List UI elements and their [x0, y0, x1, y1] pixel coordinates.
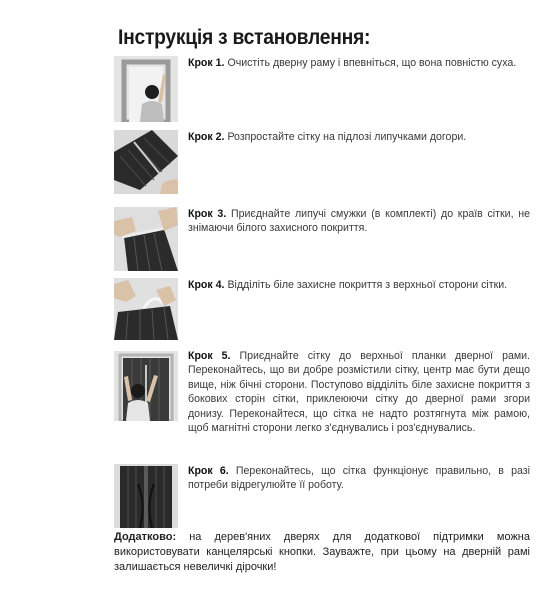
step-4-text	[188, 278, 530, 292]
page-title: Інструкція з встановлення:	[118, 26, 371, 49]
step-2-label: Крок 2.	[188, 131, 225, 143]
step-3-illustration	[114, 207, 178, 271]
step-6-text	[188, 464, 530, 493]
step-5-illustration	[114, 351, 178, 421]
step-6-description: Переконайтесь, що сітка функціонує правильно, в разі потреби відрегулюйте її роботу.	[188, 465, 530, 492]
step-2-description: Розпростайте сітку на підлозі липучками догори.	[227, 131, 467, 143]
step-3-description: Приєднайте липучі смужки (в комплекті) до країв сітки, не знімаючи білого захисного покриття.	[188, 208, 530, 235]
step-1-illustration	[114, 56, 178, 122]
step-6-label: Крок 6.	[188, 465, 229, 477]
step-1-label: Крок 1.	[188, 57, 225, 69]
step-5-label: Крок 5.	[188, 350, 231, 362]
step-4-illustration	[114, 278, 178, 340]
step-4-description: Відділіть біле захисне покриття з верхньої сторони сітки.	[227, 279, 508, 291]
additional-note-text: на дерев'яних дверях для додаткової підтримки можна використовувати канцелярські кнопки. Зауважте, при цьому на дверній рамі залишається невеличкі дірочки!	[114, 531, 530, 573]
step-3-text	[188, 207, 530, 236]
additional-note	[114, 530, 530, 575]
step-2-text	[188, 130, 530, 144]
step-6-illustration	[114, 464, 178, 528]
step-2-illustration	[114, 130, 178, 194]
step-4-label: Крок 4.	[188, 279, 225, 291]
step-5-description: Приєднайте сітку до верхньої планки дверної рами. Переконайтесь, що ви добре розмістили сітку, центр має бути дещо вище, ніж бічні сторони. Поступово відділіть біле захисне покриття з бокових сторін сітки, приклеюючи сітку до дверної рами згори донизу. Переконайтеся, що сітка не надто розтягнута між рамою, щоб магнітні сторони легко з'єднувались і роз'єднувались.	[188, 350, 530, 435]
step-1-description: Очистіть дверну раму і впевніться, що вона повністю суха.	[227, 57, 517, 69]
step-5-text	[188, 349, 530, 435]
additional-note-label: Додатково:	[114, 531, 177, 543]
step-3-label: Крок 3.	[188, 208, 227, 220]
step-1-text	[188, 56, 530, 70]
